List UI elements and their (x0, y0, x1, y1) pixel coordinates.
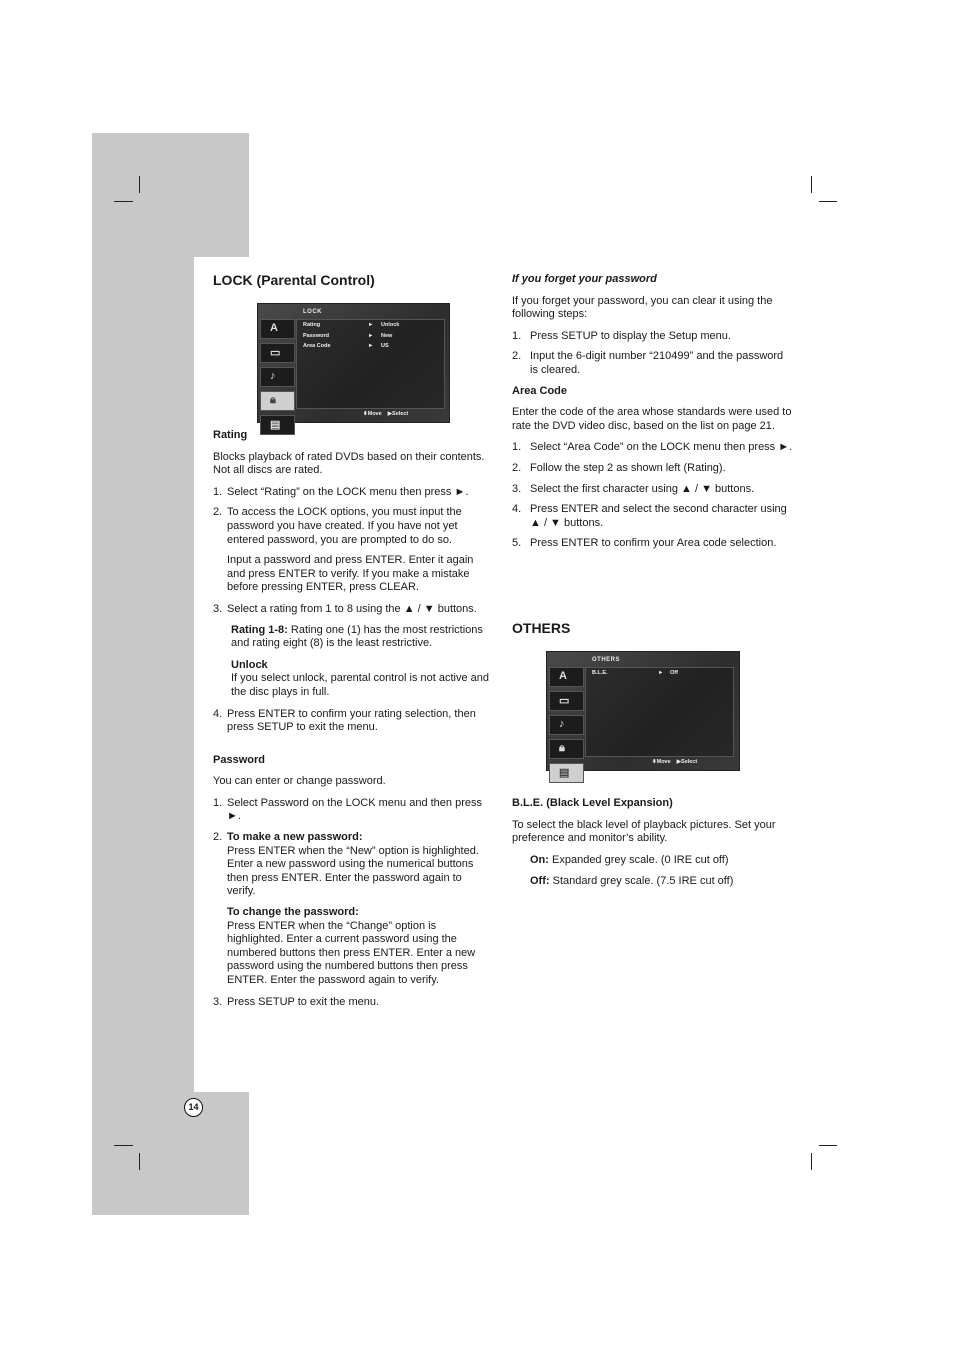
crop-mark (811, 1153, 812, 1170)
ble-off-option: Off: Standard grey scale. (7.5 IRE cut off) (530, 875, 734, 888)
osd-arrow-icon: ► (368, 343, 374, 349)
margin-band-left (92, 257, 194, 1092)
ble-text (512, 797, 794, 897)
left-text-column (213, 429, 493, 1016)
rating-intro: Blocks playback of rated DVDs based on their contents. Not all discs are rated. (213, 450, 485, 477)
section-heading-lock: LOCK (Parental Control) (213, 272, 375, 288)
play-icon: ▶ (676, 759, 682, 765)
page-number: 14 (184, 1098, 203, 1117)
crop-mark (811, 176, 812, 193)
osd-move-label: Move (367, 411, 382, 417)
list-item: 2. To access the LOCK options, you must input the password you have created. If you have not yet entered password, you are prompted to do so. (213, 506, 462, 546)
play-icon: ▶ (387, 411, 393, 417)
unlock-note: Unlock If you select unlock, parental control is not active and the disc plays in full. (231, 658, 490, 698)
osd-arrow-icon: ► (368, 333, 374, 339)
area-code-heading: Area Code (512, 384, 568, 397)
osd-select-label: Select (392, 411, 409, 417)
osd-arrow-icon: ► (368, 322, 374, 328)
list-item: 4. Press ENTER and select the second character using ▲ / ▼ buttons. (512, 503, 787, 529)
list-item: 5. Press ENTER to confirm your Area code selection. (512, 537, 777, 550)
osd-row-label: Password (303, 333, 329, 339)
osd-row-label: Rating (303, 322, 321, 328)
change-password-note: To change the password: Press ENTER when the “Change” option is highlighted. Enter a current password using the numbered buttons then press ENTER. Enter a new password using the numbered buttons then press ENTER. Enter the password again to verify. (227, 906, 476, 986)
area-code-intro: Enter the code of the area whose standards were used to rate the DVD video disc, based on the list on page 21. (512, 406, 792, 432)
osd-icon-column (549, 667, 584, 787)
osd-row-value: Off (670, 670, 678, 676)
language-icon: A (549, 667, 584, 687)
crop-mark (114, 1145, 133, 1146)
others-menu-screenshot (546, 651, 740, 779)
osd-move-label: Move (656, 759, 671, 765)
osd-panel (585, 667, 734, 757)
osd-select-label: Select (681, 759, 698, 765)
ble-on-option: On: Expanded grey scale. (0 IRE cut off) (530, 853, 729, 866)
osd-row-value: Unlock (381, 322, 400, 328)
osd-footer (363, 411, 408, 417)
audio-icon: ♪ (549, 715, 584, 735)
osd-title: OTHERS (592, 657, 621, 663)
margin-band-top (92, 133, 249, 257)
audio-icon: ♪ (260, 367, 295, 387)
crop-mark (819, 1145, 837, 1146)
list-item: 4. Press ENTER to confirm your rating selection, then press SETUP to exit the menu. (213, 707, 476, 734)
language-icon: A (260, 319, 295, 339)
list-item: 3. Select the first character using ▲ / ▼ buttons. (512, 482, 755, 495)
password-intro: You can enter or change password. (213, 775, 386, 788)
osd-row-value: New (381, 333, 393, 339)
crop-mark (819, 201, 837, 202)
list-item: 1. Select “Rating” on the LOCK menu then press ►. (213, 485, 469, 498)
osd-arrow-icon: ► (658, 670, 664, 676)
password-heading: Password (213, 753, 265, 766)
display-icon: ▭ (549, 691, 584, 711)
updown-icon: ⬍ (363, 411, 368, 417)
osd-row-value: US (381, 343, 389, 349)
others-icon: ▤ (549, 763, 584, 783)
section-heading-others: OTHERS (512, 620, 571, 636)
rating-heading: Rating (213, 429, 248, 441)
list-item: 2. To make a new password: Press ENTER when the “New” option is highlighted. Enter a new password using the numerical buttons then press ENTER. Enter the password again to verify. (213, 831, 479, 898)
ble-heading: B.L.E. (Black Level Expansion) (512, 797, 673, 809)
list-item: 1. Select “Area Code” on the LOCK menu then press ►. (512, 441, 793, 454)
list-item: 1. Press SETUP to display the Setup menu. (512, 329, 731, 342)
rating-1-8-note: Rating 1-8: Rating one (1) has the most restrictions and rating eight (8) is the least restrictive. (231, 623, 483, 650)
osd-row-label: Area Code (303, 343, 331, 349)
crop-mark (139, 1153, 140, 1170)
list-item: 2. Input the 6-digit number “210499” and the password is cleared. (512, 350, 784, 376)
list-item: 1. Select Password on the LOCK menu and then press ►. (213, 796, 482, 823)
lock-menu-screenshot (257, 303, 450, 431)
right-text-column (512, 273, 794, 558)
lock-icon: 🔒︎ (260, 391, 295, 411)
list-item: 2. Follow the step 2 as shown left (Rating). (512, 461, 726, 474)
forget-heading: If you forget your password (512, 273, 657, 285)
crop-mark (139, 176, 140, 193)
osd-row-label: B.L.E. (592, 670, 608, 676)
osd-icon-column (260, 319, 295, 439)
rating-step2-extra: Input a password and press ENTER. Enter it again and press ENTER to verify. If you make a mistake before pressing ENTER, press CLEAR. (227, 554, 474, 594)
list-item: 3. Press SETUP to exit the menu. (213, 995, 380, 1008)
lock-icon: 🔒︎ (549, 739, 584, 759)
osd-footer (652, 759, 697, 765)
others-icon: ▤ (260, 415, 295, 435)
margin-band-bottom (92, 1092, 249, 1215)
updown-icon: ⬍ (652, 759, 657, 765)
crop-mark (114, 201, 133, 202)
ble-intro: To select the black level of playback pictures. Set your preference and monitor’s ability. (512, 818, 776, 845)
forget-intro: If you forget your password, you can clear it using the following steps: (512, 294, 773, 321)
display-icon: ▭ (260, 343, 295, 363)
list-item: 3. Select a rating from 1 to 8 using the ▲ / ▼ buttons. (213, 602, 477, 615)
osd-title: LOCK (303, 309, 322, 315)
